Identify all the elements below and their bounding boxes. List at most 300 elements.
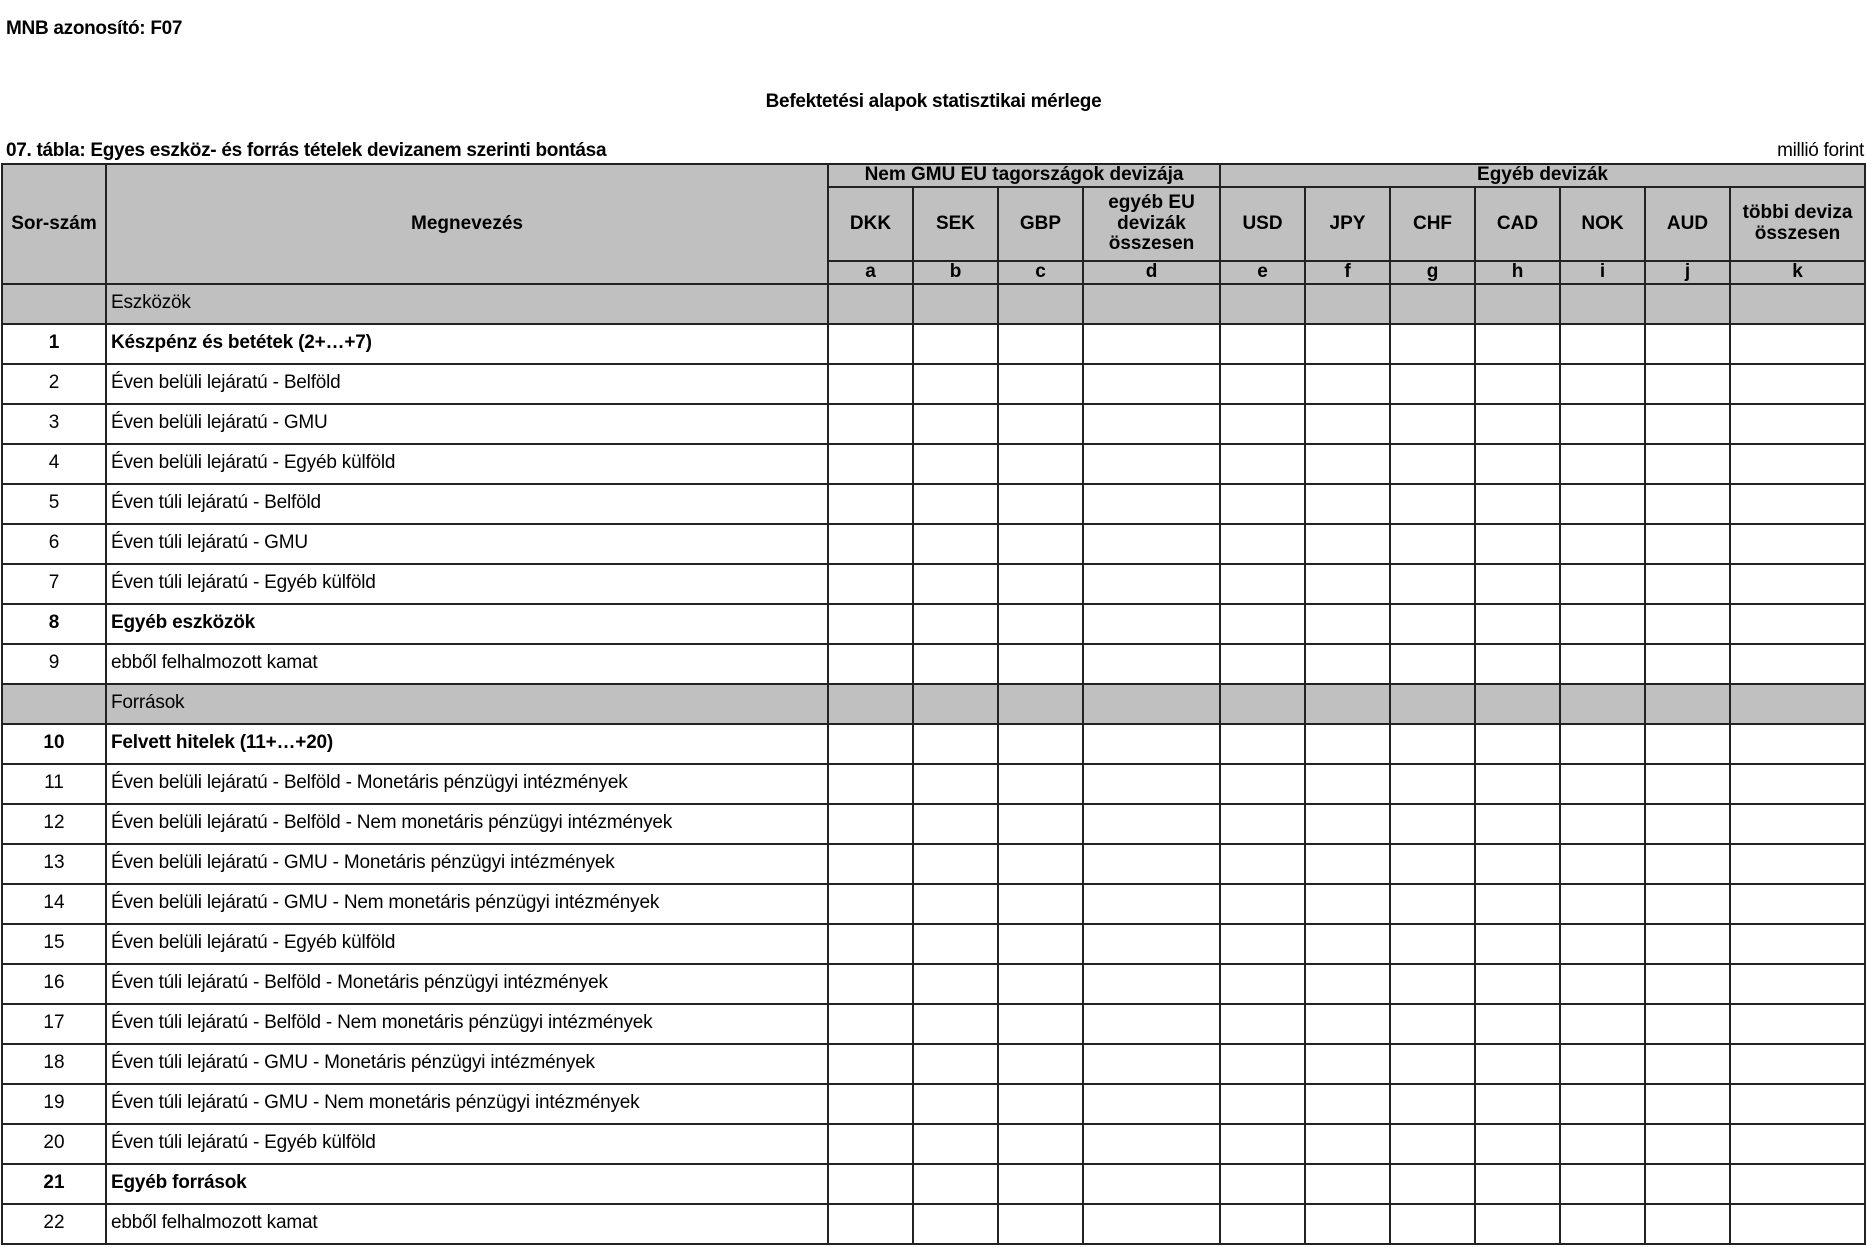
value-cell[interactable] (998, 1164, 1083, 1204)
value-cell[interactable] (1645, 964, 1730, 1004)
value-cell[interactable] (1730, 404, 1865, 444)
value-cell[interactable] (1390, 484, 1475, 524)
value-cell[interactable] (1220, 1164, 1305, 1204)
value-cell[interactable] (1305, 1204, 1390, 1244)
value-cell[interactable] (1220, 524, 1305, 564)
value-cell[interactable] (998, 724, 1083, 764)
value-cell[interactable] (1560, 404, 1645, 444)
value-cell[interactable] (913, 804, 998, 844)
value-cell[interactable] (1645, 724, 1730, 764)
value-cell[interactable] (1390, 1004, 1475, 1044)
value-cell[interactable] (1083, 764, 1220, 804)
value-cell[interactable] (1083, 1124, 1220, 1164)
value-cell[interactable] (1730, 1044, 1865, 1084)
value-cell[interactable] (1560, 804, 1645, 844)
value-cell[interactable] (913, 844, 998, 884)
value-cell[interactable] (1220, 764, 1305, 804)
value-cell[interactable] (1730, 1004, 1865, 1044)
section-value-cell (1390, 684, 1475, 724)
value-cell[interactable] (913, 1164, 998, 1204)
value-cell[interactable] (1305, 804, 1390, 844)
currency-header: NOK (1560, 187, 1645, 261)
section-value-cell (1305, 284, 1390, 324)
value-cell[interactable] (1220, 1004, 1305, 1044)
value-cell[interactable] (913, 444, 998, 484)
section-value-cell (1305, 684, 1390, 724)
value-cell[interactable] (1560, 364, 1645, 404)
value-cell[interactable] (1083, 1044, 1220, 1084)
column-code: e (1220, 261, 1305, 284)
value-cell[interactable] (1083, 804, 1220, 844)
value-cell[interactable] (1390, 764, 1475, 804)
value-cell[interactable] (1560, 964, 1645, 1004)
value-cell[interactable] (913, 964, 998, 1004)
unit-label: millió forint (1777, 140, 1864, 161)
value-cell[interactable] (1390, 1084, 1475, 1124)
value-cell[interactable] (1730, 524, 1865, 564)
value-cell[interactable] (998, 324, 1083, 364)
value-cell[interactable] (1560, 1164, 1645, 1204)
section-value-cell (1475, 284, 1560, 324)
value-cell[interactable] (1475, 604, 1560, 644)
currency-header: CAD (1475, 187, 1560, 261)
table-row (2, 484, 1865, 524)
section-value-cell (828, 284, 913, 324)
value-cell[interactable] (1305, 724, 1390, 764)
value-cell[interactable] (1390, 644, 1475, 684)
value-cell[interactable] (1730, 564, 1865, 604)
value-cell[interactable] (1730, 964, 1865, 1004)
value-cell[interactable] (828, 764, 913, 804)
value-cell[interactable] (1305, 324, 1390, 364)
value-cell[interactable] (998, 364, 1083, 404)
value-cell[interactable] (1475, 1124, 1560, 1164)
value-cell[interactable] (1083, 1084, 1220, 1124)
value-cell[interactable] (1645, 1124, 1730, 1164)
value-cell[interactable] (1645, 804, 1730, 844)
value-cell[interactable] (1390, 1044, 1475, 1084)
value-cell[interactable] (998, 804, 1083, 844)
value-cell[interactable] (998, 564, 1083, 604)
value-cell[interactable] (913, 484, 998, 524)
value-cell[interactable] (1730, 884, 1865, 924)
value-cell[interactable] (1083, 884, 1220, 924)
value-cell[interactable] (1220, 844, 1305, 884)
value-cell[interactable] (1083, 1204, 1220, 1244)
table-row (2, 1124, 1865, 1164)
table-row (2, 1004, 1865, 1044)
section-value-cell (828, 684, 913, 724)
value-cell[interactable] (1305, 484, 1390, 524)
value-cell[interactable] (828, 1004, 913, 1044)
value-cell[interactable] (828, 404, 913, 444)
row-number: 3 (2, 404, 106, 444)
value-cell[interactable] (1220, 1044, 1305, 1084)
value-cell[interactable] (998, 924, 1083, 964)
table-row (2, 764, 1865, 804)
value-cell[interactable] (1730, 1204, 1865, 1244)
value-cell[interactable] (1220, 484, 1305, 524)
value-cell[interactable] (998, 844, 1083, 884)
value-cell[interactable] (1475, 804, 1560, 844)
value-cell[interactable] (1083, 604, 1220, 644)
value-cell[interactable] (1730, 724, 1865, 764)
value-cell[interactable] (998, 1044, 1083, 1084)
value-cell[interactable] (913, 724, 998, 764)
table-row (2, 404, 1865, 444)
section-value-cell (1475, 684, 1560, 724)
value-cell[interactable] (1730, 764, 1865, 804)
row-name: Éven belüli lejáratú - Belföld (106, 364, 828, 404)
value-cell[interactable] (1560, 1204, 1645, 1244)
value-cell[interactable] (1390, 404, 1475, 444)
value-cell[interactable] (1645, 924, 1730, 964)
value-cell[interactable] (1645, 404, 1730, 444)
value-cell[interactable] (1730, 644, 1865, 684)
section-number-cell (2, 684, 106, 724)
value-cell[interactable] (1475, 1044, 1560, 1084)
value-cell[interactable] (828, 644, 913, 684)
value-cell[interactable] (1560, 844, 1645, 884)
value-cell[interactable] (1305, 1084, 1390, 1124)
value-cell[interactable] (1645, 844, 1730, 884)
section-row (2, 684, 1865, 724)
table-row (2, 1204, 1865, 1244)
value-cell[interactable] (1645, 484, 1730, 524)
value-cell[interactable] (913, 564, 998, 604)
value-cell[interactable] (828, 1044, 913, 1084)
value-cell[interactable] (1645, 364, 1730, 404)
value-cell[interactable] (828, 924, 913, 964)
value-cell[interactable] (828, 804, 913, 844)
row-name: Egyéb eszközök (106, 604, 828, 644)
value-cell[interactable] (1390, 1204, 1475, 1244)
value-cell[interactable] (1475, 324, 1560, 364)
value-cell[interactable] (828, 964, 913, 1004)
value-cell[interactable] (1645, 644, 1730, 684)
value-cell[interactable] (1390, 724, 1475, 764)
value-cell[interactable] (1730, 444, 1865, 484)
table-row (2, 1164, 1865, 1204)
value-cell[interactable] (1220, 1124, 1305, 1164)
value-cell[interactable] (998, 484, 1083, 524)
value-cell[interactable] (828, 324, 913, 364)
section-value-cell (913, 684, 998, 724)
value-cell[interactable] (1645, 604, 1730, 644)
value-cell[interactable] (1305, 444, 1390, 484)
value-cell[interactable] (1305, 644, 1390, 684)
value-cell[interactable] (1390, 964, 1475, 1004)
value-cell[interactable] (1305, 964, 1390, 1004)
row-number: 8 (2, 604, 106, 644)
value-cell[interactable] (1730, 484, 1865, 524)
value-cell[interactable] (1305, 604, 1390, 644)
value-cell[interactable] (1083, 524, 1220, 564)
value-cell[interactable] (1475, 1204, 1560, 1244)
value-cell[interactable] (998, 1084, 1083, 1124)
value-cell[interactable] (913, 924, 998, 964)
value-cell[interactable] (1475, 1084, 1560, 1124)
value-cell[interactable] (998, 964, 1083, 1004)
value-cell[interactable] (1560, 324, 1645, 364)
value-cell[interactable] (1730, 364, 1865, 404)
value-cell[interactable] (1475, 884, 1560, 924)
value-cell[interactable] (1730, 324, 1865, 364)
value-cell[interactable] (1220, 804, 1305, 844)
value-cell[interactable] (1305, 364, 1390, 404)
value-cell[interactable] (1560, 524, 1645, 564)
value-cell[interactable] (1220, 884, 1305, 924)
value-cell[interactable] (913, 1204, 998, 1244)
column-code: i (1560, 261, 1645, 284)
value-cell[interactable] (998, 1204, 1083, 1244)
value-cell[interactable] (913, 364, 998, 404)
value-cell[interactable] (1083, 1164, 1220, 1204)
value-cell[interactable] (1083, 404, 1220, 444)
value-cell[interactable] (828, 484, 913, 524)
currency-header: egyéb EU devizák összesen (1083, 187, 1220, 261)
row-number: 1 (2, 324, 106, 364)
value-cell[interactable] (1220, 724, 1305, 764)
row-name: Éven belüli lejáratú - GMU - Nem monetáris pénzügyi intézmények (106, 884, 828, 924)
value-cell[interactable] (1560, 1124, 1645, 1164)
group-header-other: Egyéb devizák (1220, 164, 1865, 187)
value-cell[interactable] (998, 1124, 1083, 1164)
value-cell[interactable] (1645, 524, 1730, 564)
value-cell[interactable] (1645, 1044, 1730, 1084)
row-name: ebből felhalmozott kamat (106, 1204, 828, 1244)
document-title: Befektetési alapok statisztikai mérlege (765, 91, 1102, 112)
value-cell[interactable] (1645, 1084, 1730, 1124)
value-cell[interactable] (1083, 484, 1220, 524)
value-cell[interactable] (1560, 1084, 1645, 1124)
row-name: Éven túli lejáratú - Egyéb külföld (106, 564, 828, 604)
value-cell[interactable] (1475, 444, 1560, 484)
currency-header: JPY (1305, 187, 1390, 261)
value-cell[interactable] (1220, 404, 1305, 444)
value-cell[interactable] (1560, 484, 1645, 524)
value-cell[interactable] (913, 1004, 998, 1044)
value-cell[interactable] (1390, 564, 1475, 604)
value-cell[interactable] (998, 404, 1083, 444)
value-cell[interactable] (1730, 1164, 1865, 1204)
row-name: Éven túli lejáratú - Belföld - Monetáris pénzügyi intézmények (106, 964, 828, 1004)
value-cell[interactable] (913, 764, 998, 804)
row-name: Éven túli lejáratú - Belföld (106, 484, 828, 524)
value-cell[interactable] (913, 604, 998, 644)
row-name: Éven túli lejáratú - GMU (106, 524, 828, 564)
row-name: Éven belüli lejáratú - Egyéb külföld (106, 924, 828, 964)
value-cell[interactable] (1390, 604, 1475, 644)
value-cell[interactable] (998, 604, 1083, 644)
table-row (2, 804, 1865, 844)
value-cell[interactable] (828, 844, 913, 884)
value-cell[interactable] (1305, 1164, 1390, 1204)
value-cell[interactable] (828, 564, 913, 604)
value-cell[interactable] (1560, 764, 1645, 804)
value-cell[interactable] (1475, 564, 1560, 604)
value-cell[interactable] (913, 524, 998, 564)
value-cell[interactable] (913, 1124, 998, 1164)
value-cell[interactable] (828, 604, 913, 644)
value-cell[interactable] (1475, 484, 1560, 524)
value-cell[interactable] (1475, 724, 1560, 764)
value-cell[interactable] (1220, 604, 1305, 644)
column-code: d (1083, 261, 1220, 284)
value-cell[interactable] (1560, 1004, 1645, 1044)
value-cell[interactable] (1220, 564, 1305, 604)
row-name: Éven belüli lejáratú - Egyéb külföld (106, 444, 828, 484)
value-cell[interactable] (1220, 1084, 1305, 1124)
value-cell[interactable] (998, 644, 1083, 684)
value-cell[interactable] (1305, 884, 1390, 924)
section-row (2, 284, 1865, 324)
value-cell[interactable] (1645, 1204, 1730, 1244)
value-cell[interactable] (1560, 604, 1645, 644)
value-cell[interactable] (1475, 964, 1560, 1004)
value-cell[interactable] (913, 644, 998, 684)
value-cell[interactable] (1475, 1164, 1560, 1204)
value-cell[interactable] (1390, 364, 1475, 404)
currency-header: többi deviza összesen (1730, 187, 1865, 261)
value-cell[interactable] (828, 444, 913, 484)
value-cell[interactable] (1475, 844, 1560, 884)
value-cell[interactable] (828, 724, 913, 764)
value-cell[interactable] (1645, 764, 1730, 804)
value-cell[interactable] (1390, 804, 1475, 844)
value-cell[interactable] (1730, 1084, 1865, 1124)
section-value-cell (1730, 684, 1865, 724)
value-cell[interactable] (1305, 924, 1390, 964)
value-cell[interactable] (998, 884, 1083, 924)
value-cell[interactable] (1730, 804, 1865, 844)
value-cell[interactable] (1305, 404, 1390, 444)
section-number-cell (2, 284, 106, 324)
value-cell[interactable] (1083, 324, 1220, 364)
value-cell[interactable] (828, 884, 913, 924)
value-cell[interactable] (1220, 1204, 1305, 1244)
value-cell[interactable] (828, 1084, 913, 1124)
value-cell[interactable] (1305, 524, 1390, 564)
value-cell[interactable] (998, 524, 1083, 564)
section-label: Források (106, 684, 828, 724)
value-cell[interactable] (1390, 324, 1475, 364)
value-cell[interactable] (1083, 564, 1220, 604)
value-cell[interactable] (1305, 844, 1390, 884)
value-cell[interactable] (1390, 924, 1475, 964)
value-cell[interactable] (1083, 964, 1220, 1004)
value-cell[interactable] (1083, 724, 1220, 764)
value-cell[interactable] (1390, 524, 1475, 564)
value-cell[interactable] (1560, 564, 1645, 604)
value-cell[interactable] (913, 884, 998, 924)
row-name: Egyéb források (106, 1164, 828, 1204)
value-cell[interactable] (1220, 924, 1305, 964)
value-cell[interactable] (1645, 324, 1730, 364)
value-cell[interactable] (1220, 644, 1305, 684)
value-cell[interactable] (1645, 564, 1730, 604)
table-row (2, 924, 1865, 964)
value-cell[interactable] (1390, 884, 1475, 924)
value-cell[interactable] (1560, 1044, 1645, 1084)
value-cell[interactable] (1083, 924, 1220, 964)
value-cell[interactable] (1220, 444, 1305, 484)
value-cell[interactable] (1390, 444, 1475, 484)
value-cell[interactable] (1730, 844, 1865, 884)
value-cell[interactable] (1560, 724, 1645, 764)
value-cell[interactable] (1220, 324, 1305, 364)
row-number: 10 (2, 724, 106, 764)
value-cell[interactable] (1390, 844, 1475, 884)
value-cell[interactable] (913, 1044, 998, 1084)
value-cell[interactable] (1083, 1004, 1220, 1044)
value-cell[interactable] (1083, 444, 1220, 484)
value-cell[interactable] (828, 1204, 913, 1244)
row-name: Készpénz és betétek (2+…+7) (106, 324, 828, 364)
column-code: f (1305, 261, 1390, 284)
value-cell[interactable] (1645, 1004, 1730, 1044)
row-name: Felvett hitelek (11+…+20) (106, 724, 828, 764)
value-cell[interactable] (1730, 924, 1865, 964)
value-cell[interactable] (1475, 364, 1560, 404)
value-cell[interactable] (998, 444, 1083, 484)
column-code: b (913, 261, 998, 284)
section-value-cell (1730, 284, 1865, 324)
value-cell[interactable] (1475, 524, 1560, 564)
value-cell[interactable] (1560, 444, 1645, 484)
value-cell[interactable] (1645, 884, 1730, 924)
value-cell[interactable] (1560, 924, 1645, 964)
value-cell[interactable] (1083, 364, 1220, 404)
value-cell[interactable] (1475, 404, 1560, 444)
value-cell[interactable] (1305, 1004, 1390, 1044)
value-cell[interactable] (1645, 444, 1730, 484)
value-cell[interactable] (1475, 924, 1560, 964)
value-cell[interactable] (998, 1004, 1083, 1044)
value-cell[interactable] (1475, 644, 1560, 684)
value-cell[interactable] (828, 364, 913, 404)
table-row (2, 524, 1865, 564)
value-cell[interactable] (913, 324, 998, 364)
value-cell[interactable] (913, 404, 998, 444)
value-cell[interactable] (913, 1084, 998, 1124)
value-cell[interactable] (828, 1124, 913, 1164)
value-cell[interactable] (1083, 644, 1220, 684)
value-cell[interactable] (1305, 764, 1390, 804)
value-cell[interactable] (1305, 1044, 1390, 1084)
value-cell[interactable] (1305, 564, 1390, 604)
value-cell[interactable] (828, 524, 913, 564)
table-row (2, 844, 1865, 884)
value-cell[interactable] (1560, 884, 1645, 924)
value-cell[interactable] (1390, 1164, 1475, 1204)
table-row (2, 884, 1865, 924)
value-cell[interactable] (828, 1164, 913, 1204)
value-cell[interactable] (1390, 1124, 1475, 1164)
value-cell[interactable] (1730, 604, 1865, 644)
value-cell[interactable] (1475, 1004, 1560, 1044)
value-cell[interactable] (1220, 964, 1305, 1004)
value-cell[interactable] (1220, 364, 1305, 404)
value-cell[interactable] (1560, 644, 1645, 684)
value-cell[interactable] (1730, 1124, 1865, 1164)
value-cell[interactable] (1475, 764, 1560, 804)
value-cell[interactable] (1645, 1164, 1730, 1204)
row-number: 22 (2, 1204, 106, 1244)
value-cell[interactable] (1083, 844, 1220, 884)
value-cell[interactable] (998, 764, 1083, 804)
value-cell[interactable] (1305, 1124, 1390, 1164)
